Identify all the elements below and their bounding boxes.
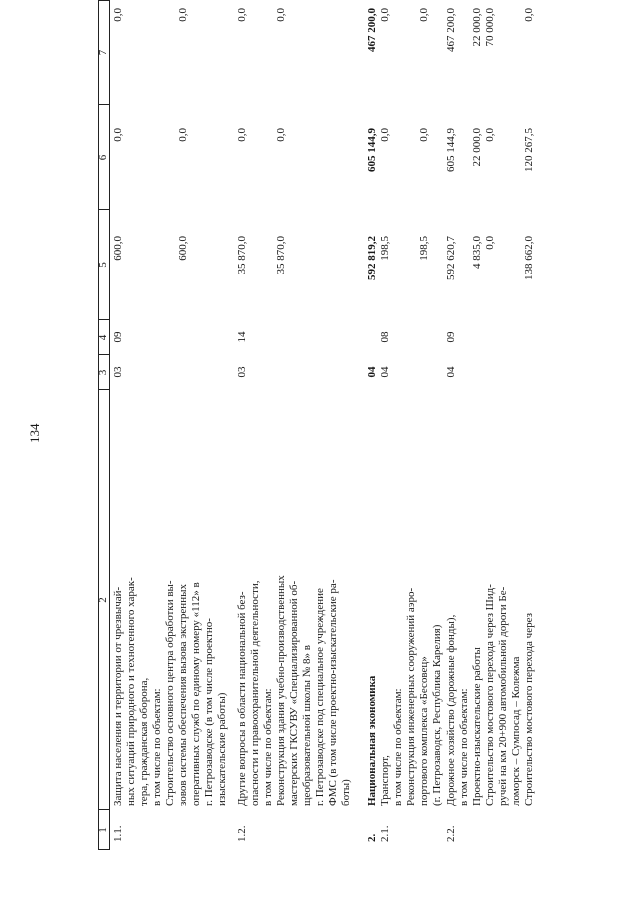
header-col-5: 5: [97, 262, 109, 268]
row-description: Национальная экономика: [366, 675, 378, 806]
row-number: 2.1.: [379, 825, 391, 842]
row-subsection-code: 09: [445, 331, 457, 343]
row-value-col7: 0,0 0,0: [379, 8, 430, 22]
row-number: 1.1.: [112, 825, 124, 842]
header-col-6: 6: [97, 154, 109, 161]
header-col-1: 1: [97, 827, 109, 833]
budget-table: [98, 0, 623, 850]
row-value-col6: 605 144,9 22 000,0 0,0 120 267,5: [445, 128, 535, 172]
row-value-col5: 600,0 600,0: [112, 236, 189, 261]
row-value-col5: 592 819,2: [366, 236, 378, 280]
row-section-code: 04: [445, 366, 457, 378]
header-bottom-border: [109, 0, 110, 850]
row-section-code: 04: [379, 366, 391, 378]
row-subsection-code: 08: [379, 331, 391, 343]
row-value-col5: 198,5 198,5: [379, 236, 430, 261]
page-number: 134: [27, 423, 42, 443]
row-value-col6: 0,0 0,0: [236, 128, 287, 142]
row-value-col6: 0,0 0,0: [379, 128, 430, 142]
header-col-2: 2: [97, 597, 109, 603]
row-description: Дорожное хозяйство (дорожные фонды), в том числе по объектам: Проектно-изыскательские работы Строительство мостового перехода через Шид- ручей на км 20+900 автомобильной дороги Бе- ломорск – Сумпосад – Колежма Строительство мостового перехода через: [445, 584, 535, 806]
row-section-code: 03: [112, 366, 124, 378]
row-section-code: 03: [236, 366, 248, 378]
row-number: 2.2.: [445, 825, 457, 842]
row-section-code: 04: [366, 366, 378, 378]
row-subsection-code: 09: [112, 331, 124, 343]
table-sheet: [98, 0, 623, 905]
header-col-3: 3: [97, 369, 109, 376]
row-value-col7: 467 200,0: [366, 8, 378, 52]
row-value-col5: 35 870,0 35 870,0: [236, 236, 287, 275]
row-description: Транспорт, в том числе по объектам: Реконструкция инженерных сооружений аэро- портового комплекса «Бесовец» (г. Петрозаводск, Республика Карелия): [379, 587, 443, 806]
row-description: Защита населения и территории от чрезвычай- ных ситуаций природного и техногенного харак- тера, гражданская оборона, в том числе по объектам: Строительство основного центра обработки вы- зовов системы обеспечения вызова экстренных оперативных служб по единому номеру «112» в г. Петрозаводске (в том числе проектно- изыскательские работы): [112, 577, 228, 806]
row-value-col7: 0,0 0,0: [112, 8, 189, 22]
row-value-col6: 0,0 0,0: [112, 128, 189, 142]
header-col-4: 4: [97, 334, 109, 341]
header-col-7: 7: [97, 49, 109, 56]
row-value-col5: 592 620,7 4 835,0 0,0 138 662,0: [445, 236, 535, 280]
row-subsection-code: 14: [236, 331, 248, 343]
row-value-col7: 0,0 0,0: [236, 8, 287, 22]
row-number: 1.2.: [236, 825, 248, 842]
row-description: Другие вопросы в области национальной без- опасности и правоохранительной деятельности, в том числе по объектам: Реконструкция здания учебно-производственных мастерских ГКСУВУ «Специализированной об- щеобразовательной школы № 8» в г. Петрозаводске под специальное учреждение ФМС (в том числе проектно-изыскательские ра- боты): [236, 575, 352, 806]
row-number: 2.: [366, 833, 378, 842]
row-value-col7: 467 200,0 22 000,0 70 000,0 0,0: [445, 8, 535, 52]
row-value-col6: 605 144,9: [366, 128, 378, 172]
